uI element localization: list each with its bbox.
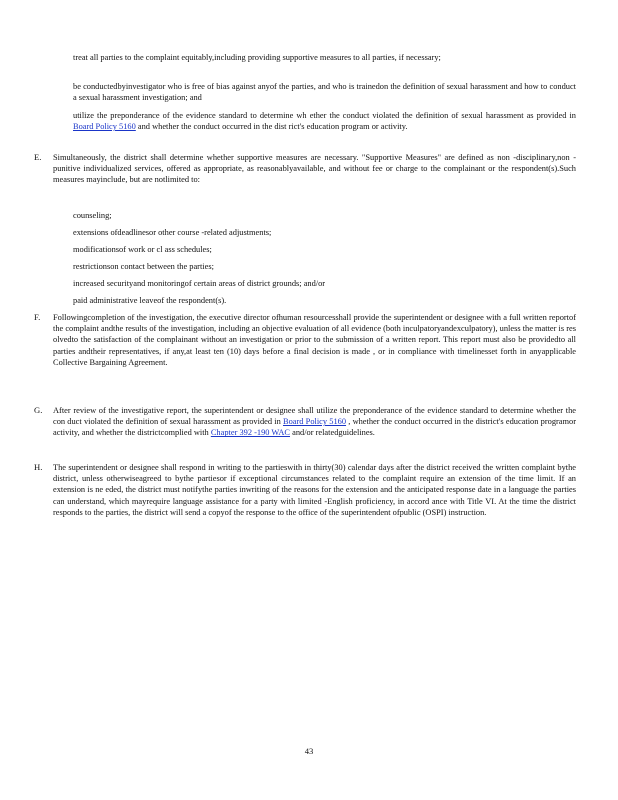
section-letter: E. [34, 152, 42, 162]
list-item-text: be conductedbyinvestigator who is free of bias against anyof the parties, and who is trainedon the definition of sexual harassment and how to conduct a sexual harassment investigation; and [73, 82, 576, 103]
board-policy-link[interactable]: Board Policy 5160 [282, 417, 347, 427]
section-text: Followingcompletion of the investigation, the executive director ofhuman resourcesshall provide the superintendent or designee with a full written reportof the complaint andthe results of the investigation, including an objective evaluation of all evidence (both inculpatoryandexculpatory), unless the matter is res olvedto the satisfaction of the complainant without an investigation or prior to the submission of a written report. This report must also be providedto all parties andtheir representatives, if any,at least ten (10) days before a final decision is made , or in compliance with timelinesset forth in anyapplicable Collective Bargaining Agreement. [53, 313, 576, 367]
list-item [52, 295, 576, 306]
list-item-text: restrictionson contact between the parties; [73, 262, 214, 271]
list-item-text: counseling; [73, 211, 112, 220]
section-e [34, 152, 576, 186]
section-text: The superintendent or designee shall respond in writing to the partieswith in thirty(30) calendar days after the district received the written complaint bythe district, unless otherwiseagreed to bythe partiesor if exceptional circumstances related to the complaint require an extension of the time limit. If an extension is ne eded, the district must notifythe parties inwriting of the reasons for the extension and the anticipated response date in a language the parties can understand, which mayrequire language assistance for a party with limited -English proficiency, in accord ance with Title VI. At the time the district responds to the parties, the district will send a copyof the response to the office of the superintendent ofpublic (OSPI) instruction. [53, 463, 576, 517]
section-f [34, 312, 576, 368]
section-text: After review of the investigative report, the superintendent or designee shall utilize the preponderance of the evidence standard to determine whether the con duct violated the definition of sexual harassment as provided in Board Policy 5160 , whether the conduct occurred in the district's education programor activity, and whether the districtcomplied with Chapter 392 -190 WAC and/or relatedguidelines. [53, 406, 577, 438]
board-policy-link[interactable]: Board Policy 5160 [73, 122, 136, 132]
list-item [52, 261, 576, 272]
section-h [34, 462, 576, 518]
section-g [34, 405, 576, 439]
list-item [52, 81, 576, 103]
list-item [52, 110, 576, 132]
section-letter: F. [34, 312, 41, 322]
list-item [52, 227, 576, 238]
list-item-text: increased securityand monitoringof certain areas of district grounds; and/or [73, 279, 326, 288]
list-item [52, 52, 576, 63]
list-item-text: utilize the preponderance of the evidence standard to determine wh ether the conduct violated the definition of sexual harassment as provided in Board Policy 5160 and whether the conduct occurred in the dist rict's education program or activity. [73, 111, 576, 132]
section-letter: H. [34, 462, 43, 472]
list-item-text: modificationsof work or cl ass schedules; [73, 245, 212, 254]
list-item-text: extensions ofdeadlinesor other course -related adjustments; [73, 228, 272, 237]
list-item-text: paid administrative leaveof the respondent(s). [73, 296, 227, 305]
wac-chapter-link[interactable]: Chapter 392 -190 WAC [210, 428, 291, 438]
list-item-text: treat all parties to the complaint equitably,including providing supportive measures to all parties, if necessary; [73, 53, 441, 62]
page-number: 43 [304, 746, 314, 756]
section-text: Simultaneously, the district shall determine whether supportive measures are necessary. "Supportive Measures" are defined as non -disciplinary,non -punitive individualized services, offered as appropriate, as reasonablyavailable, and without fee or charge to the complainant or the respondent(s).Such measures mayinclude, but are notlimited to: [53, 153, 576, 185]
section-letter: G. [34, 405, 43, 415]
list-item [52, 278, 576, 289]
list-item [52, 244, 576, 255]
list-item [52, 210, 576, 221]
